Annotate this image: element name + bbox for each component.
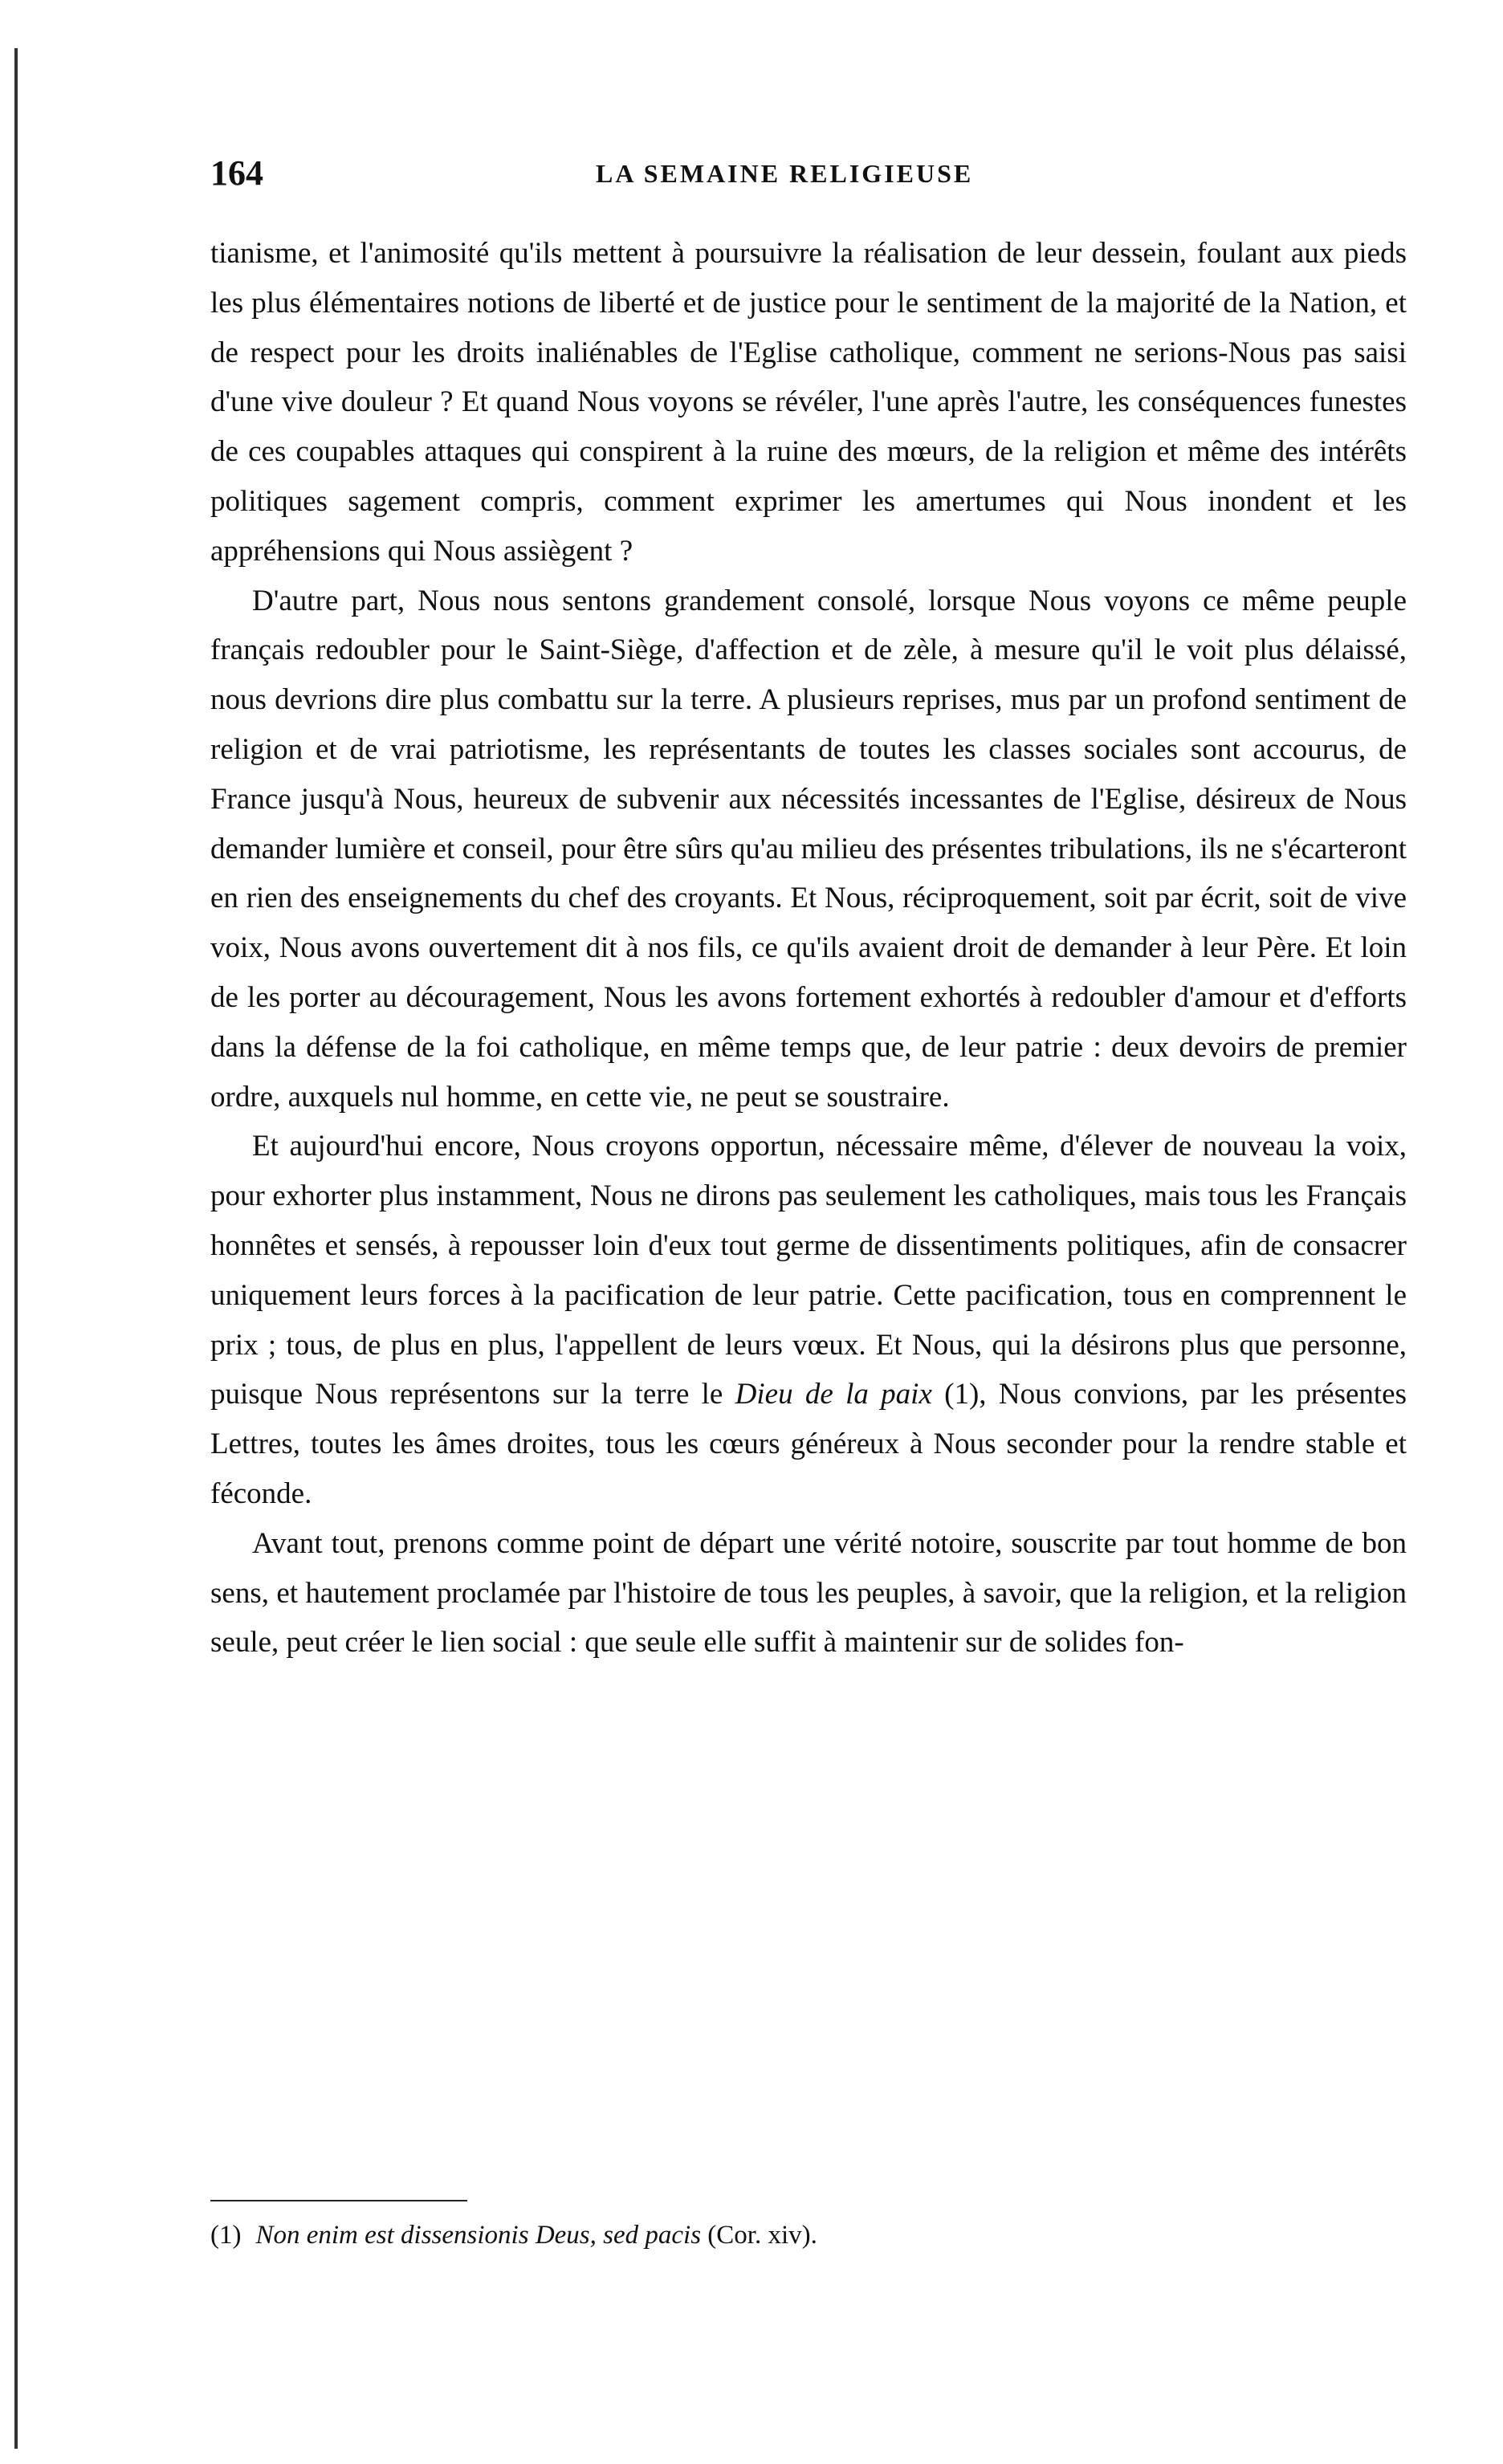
paragraph-1: tianisme, et l'animosité qu'ils mettent à poursuivre la réalisation de leur dessein, foulant aux pieds les plus élémentaires notions de liberté et de justice pour le sentiment de la majorité de la Nation, et de respect pour les droits inaliénables de l'Eglise catholique, comment ne serions-Nous pas saisi d'une vive douleur ? Et quand Nous voyons se révéler, l'une après l'autre, les conséquences funestes de ces coupables attaques qui conspirent à la ruine des mœurs, de la religion et même des intérêts politiques sagement compris, comment exprimer les amertumes qui Nous inondent et les appréhensions qui Nous assiègent ?: [210, 237, 1407, 568]
body-text: [210, 229, 1407, 1668]
footnote-source: (Cor. xiv).: [707, 2221, 817, 2250]
paragraph-3-end: (1), Nous convions, par les présentes Lettres, toutes les âmes droites, tous les cœurs généreux à Nous seconder pour la rendre stable et féconde.: [210, 1378, 1407, 1510]
footnote-ref: (1): [210, 2221, 242, 2250]
paragraph-3-start: Et aujourd'hui encore, Nous croyons opportun, nécessaire même, d'élever de nouveau la voix, pour exhorter plus instamment, Nous ne dirons pas seulement les catholiques, mais tous les Français honnêtes et sensés, à repousser loin d'eux tout germe de dissentiments politiques, afin de consacrer uniquement leurs forces à la pacification de leur patrie. Cette pacification, tous en comprennent le prix ; tous, de plus en plus, l'appellent de leurs vœux. Et Nous, qui la désirons plus que personne, puisque Nous représentons sur la terre le: [210, 1130, 1407, 1411]
footnote: [210, 2218, 1407, 2253]
footnote-divider: [210, 2200, 467, 2201]
paragraph-4: Avant tout, prenons comme point de départ une vérité notoire, souscrite par tout homme de bon sens, et hautement proclamée par l'histoire de tous les peuples, à savoir, que la religion, et la religion seule, peut créer le lien social : que seule elle suffit à maintenir sur de solides fon-: [210, 1526, 1407, 1660]
paragraph-3-italic: Dieu de la paix: [735, 1378, 932, 1411]
page-number: 164: [210, 153, 263, 193]
page-header: [210, 153, 1407, 201]
footnote-latin-text: Non enim est dissensionis Deus, sed pacis: [255, 2221, 702, 2250]
page-edge-line: [14, 48, 18, 2449]
paragraph-3: [210, 1122, 1407, 1518]
running-title: LA SEMAINE RELIGIEUSE: [596, 159, 974, 188]
paragraph-2: D'autre part, Nous nous sentons grandement consolé, lorsque Nous voyons ce même peuple français redoubler pour le Saint-Siège, d'affection et de zèle, à mesure qu'il le voit plus délaissé, nous devrions dire plus combattu sur la terre. A plusieurs reprises, mus par un profond sentiment de religion et de vrai patriotisme, les représentants de toutes les classes sociales sont accourus, de France jusqu'à Nous, heureux de subvenir aux nécessités incessantes de l'Eglise, désireux de Nous demander lumière et conseil, pour être sûrs qu'au milieu des présentes tribulations, ils ne s'écarteront en rien des enseignements du chef des croyants. Et Nous, réciproquement, soit par écrit, soit de vive voix, Nous avons ouvertement dit à nos fils, ce qu'ils avaient droit de demander à leur Père. Et loin de les porter au découragement, Nous les avons fortement exhortés à redoubler d'amour et d'efforts dans la défense de la foi catholique, en même temps que, de leur patrie : deux devoirs de premier ordre, auxquels nul homme, en cette vie, ne peut se soustraire.: [210, 584, 1407, 1114]
